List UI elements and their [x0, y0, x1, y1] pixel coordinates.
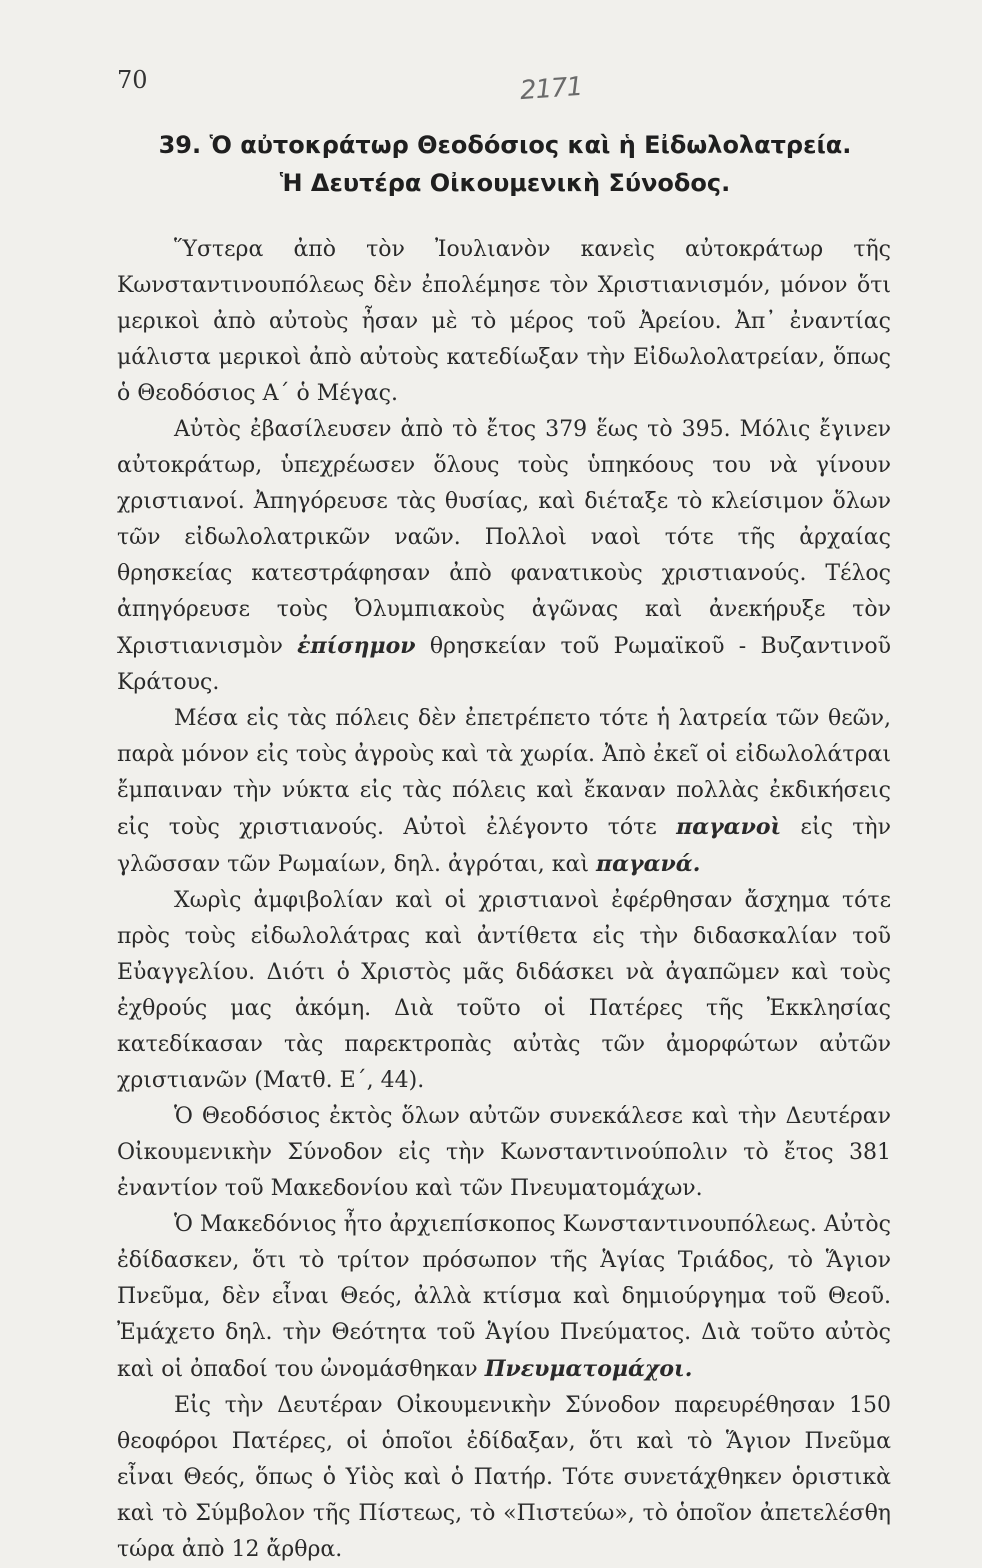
paragraph-6-text: Ὁ Μακεδόνιος ἦτο ἀρχιεπίσκοπος Κωνσταντινουπόλεως. Αὐτὸς ἐδίδασκεν, ὅτι τὸ τρίτον πρόσωπον τῆς Ἁγίας Τριάδος, τὸ Ἅγιον Πνεῦμα, δὲν εἶναι Θεός, ἀλλὰ κτίσμα καὶ δημιούργημα τοῦ Θεοῦ. Ἐμάχετο δηλ. τὴν Θεότητα τοῦ Ἁγίου Πνεύματος. Διὰ τοῦτο αὐτὸς καὶ οἱ ὀπαδοί του ὠνομάσθηκαν [117, 1212, 891, 1382]
chapter-subtitle: Ἡ Δευτέρα Οἰκουμενικὴ Σύνοδος. [279, 169, 731, 197]
page-number: 70 [117, 66, 148, 94]
emphasis-paganoi: παγανοὶ [676, 814, 782, 840]
paragraph-2 [117, 412, 891, 701]
paragraph-4: Χωρὶς ἀμφιβολίαν καὶ οἱ χριστιανοὶ ἐφέρθησαν ἄσχημα τότε πρὸς τοὺς εἰδωλολάτρας καὶ ἀντίθετα εἰς τὴν διδασκαλίαν τοῦ Εὐαγγελίου. Διότι ὁ Χριστὸς μᾶς διδάσκει νὰ ἀγαπῶμεν καὶ τοὺς ἐχθρούς μας ἀκόμη. Διὰ τοῦτο οἱ Πατέρες τῆς Ἐκκλησίας κατεδίκασαν τὰς παρεκτροπὰς αὐτὰς τῶν ἀμορφώτων αὐτῶν χριστιανῶν (Ματθ. Ε΄, 44). [117, 888, 891, 1093]
paragraph-3-text: Μέσα εἰς τὰς πόλεις δὲν ἐπετρέπετο τότε ἡ λατρεία τῶν θεῶν, παρὰ μόνον εἰς τοὺς ἀγροὺς καὶ τὰ χωρία. Ἀπὸ ἐκεῖ οἱ εἰδωλολάτραι ἔμπαιναν τὴν νύκτα εἰς τὰς πόλεις καὶ ἔκαναν πολλὰς ἐκδικήσεις εἰς τοὺς χριστιανούς. Αὐτοὶ ἐλέγοντο τότε [117, 706, 891, 840]
emphasis-episimon: ἐπίσημον [297, 633, 416, 659]
paragraph-6 [117, 1207, 891, 1388]
paragraph-7: Εἰς τὴν Δευτέραν Οἰκουμενικὴν Σύνοδον παρευρέθησαν 150 θεοφόροι Πατέρες, οἱ ὁποῖοι ἐδίδαξαν, ὅτι καὶ τὸ Ἅγιον Πνεῦμα εἶναι Θεός, ὅπως ὁ Υἱὸς καὶ ὁ Πατήρ. Τότε συνετάχθηκεν ὁριστικὰ καὶ τὸ Σύμβολον τῆς Πίστεως, τὸ «Πιστεύω», τὸ ὁποῖον ἀπετελέσθη τώρα ἀπὸ 12 ἄρθρα. [117, 1393, 891, 1562]
paragraph-3-text-middle: εἰς τὴν γλῶσσαν τῶν Ρωμαίων, δηλ. ἀγρόται, καὶ [117, 815, 891, 877]
paragraph-3 [117, 701, 891, 883]
handwritten-annotation: 2171 [519, 71, 584, 107]
emphasis-pneumatomachoi: Πνευματομάχοι. [484, 1356, 693, 1382]
chapter-title: 39. Ὁ αὐτοκράτωρ Θεοδόσιος καὶ ἡ Εἰδωλολατρεία. [158, 131, 852, 159]
paragraph-5: Ὁ Θεοδόσιος ἐκτὸς ὅλων αὐτῶν συνεκάλεσε καὶ τὴν Δευτέραν Οἰκουμενικὴν Σύνοδον εἰς τὴν Κωνσταντινούπολιν τὸ ἔτος 381 ἐναντίον τοῦ Μακεδονίου καὶ τῶν Πνευματομάχων. [117, 1104, 891, 1201]
chapter-heading [120, 126, 890, 202]
paragraph-2-text-end: θρησκείαν τοῦ Ρωμαϊκοῦ - Βυζαντινοῦ Κράτους. [117, 634, 891, 695]
body-text [117, 232, 891, 1568]
paragraph-2-text: Αὐτὸς ἐβασίλευσεν ἀπὸ τὸ ἔτος 379 ἕως τὸ 395. Μόλις ἔγινεν αὐτοκράτωρ, ὑπεχρέωσεν ὅλους τοὺς ὑπηκόους του νὰ γίνουν χριστιανοί. Ἀπηγόρευσε τὰς θυσίας, καὶ διέταξε τὸ κλείσιμον ὅλων τῶν εἰδωλολατρικῶν ναῶν. Πολλοὶ ναοὶ τότε τῆς ἀρχαίας θρησκείας κατεστράφησαν ἀπὸ φανατικοὺς χριστιανούς. Τέλος ἀπηγόρευσε τοὺς Ὀλυμπιακοὺς ἀγῶνας καὶ ἀνεκήρυξε τὸν Χριστιανισμὸν [117, 417, 891, 659]
paragraph-1: Ὕστερα ἀπὸ τὸν Ἰουλιανὸν κανεὶς αὐτοκράτωρ τῆς Κωνσταντινουπόλεως δὲν ἐπολέμησε τὸν Χριστιανισμόν, μόνον ὅτι μερικοὶ ἀπὸ αὐτοὺς ἦσαν μὲ τὸ μέρος τοῦ Ἀρείου. Ἀπ᾿ ἐναντίας μάλιστα μερικοὶ ἀπὸ αὐτοὺς κατεδίωξαν τὴν Εἰδωλολατρείαν, ὅπως ὁ Θεοδόσιος Α΄ ὁ Μέγας. [117, 237, 891, 406]
emphasis-pagana: παγανά. [596, 851, 701, 877]
